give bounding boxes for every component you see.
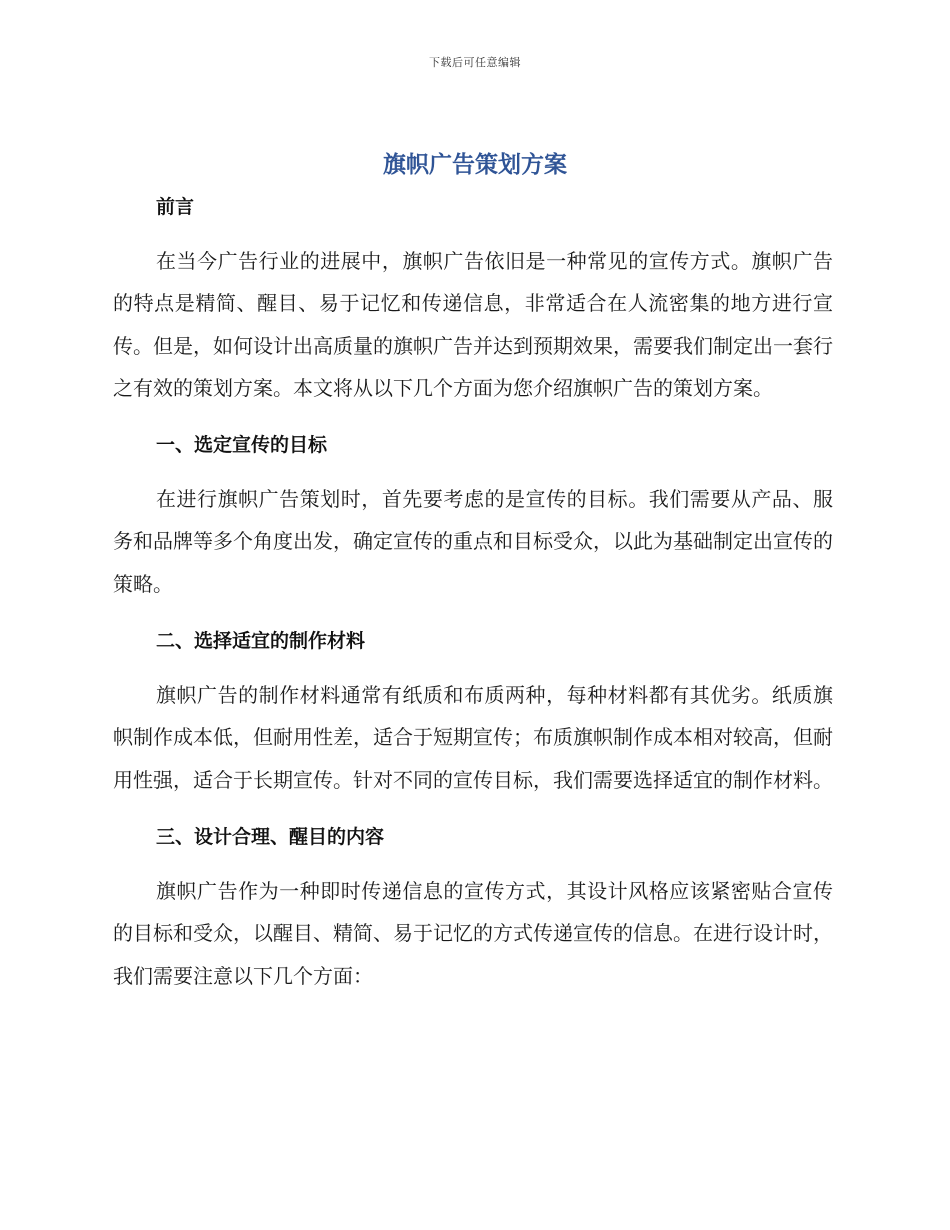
section-heading-preface: 前言 (156, 196, 195, 218)
section-paragraph-target: 在进行旗帜广告策划时，首先要考虑的是宣传的目标。我们需要从产品、服务和品牌等多个角度出发，确定宣传的重点和目标受众，以此为基础制定出宣传的策略。 (113, 487, 833, 596)
document-title: 旗帜广告策划方案 (383, 152, 567, 178)
section-heading-target: 一、选定宣传的目标 (156, 434, 328, 457)
header-note: 下载后可任意编辑 (429, 56, 521, 69)
section-heading-design: 三、设计合理、醒目的内容 (156, 825, 385, 848)
section-paragraph-design: 旗帜广告作为一种即时传递信息的宣传方式，其设计风格应该紧密贴合宣传的目标和受众，以醒目、精简、易于记忆的方式传递宣传的信息。在进行设计时，我们需要注意以下几个方面： (113, 878, 833, 988)
document-body (113, 190, 833, 997)
section-paragraph-materials: 旗帜广告的制作材料通常有纸质和布质两种，每种材料都有其优劣。纸质旗帜制作成本低，但耐用性差，适合于短期宣传；布质旗帜制作成本相对较高，但耐用性强，适合于长期宣传。针对不同的宣传目标，我们需要选择适宜的制作材料。 (113, 683, 833, 792)
section-heading-materials: 二、选择适宜的制作材料 (156, 630, 366, 653)
section-paragraph-preface: 在当今广告行业的进展中，旗帜广告依旧是一种常见的宣传方式。旗帜广告的特点是精简、醒目、易于记忆和传递信息，非常适合在人流密集的地方进行宣传。但是，如何设计出高质量的旗帜广告并达到预期效果，需要我们制定出一套行之有效的策划方案。本文将从以下几个方面为您介绍旗帜广告的策划方案。 (113, 249, 833, 400)
